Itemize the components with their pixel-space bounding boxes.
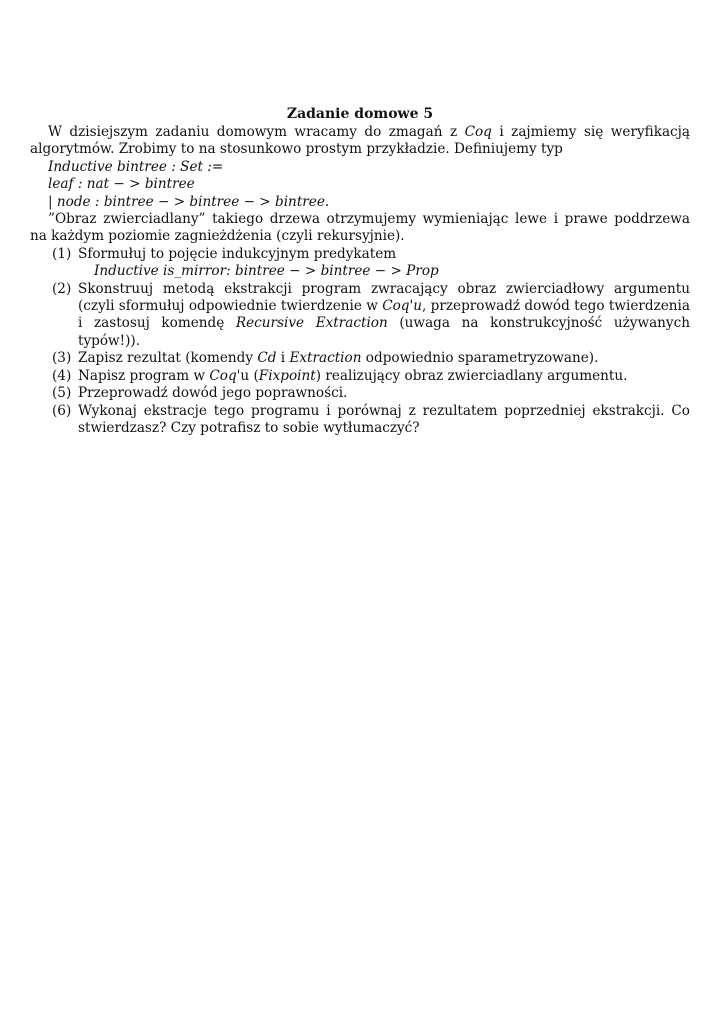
list-item [30, 246, 690, 281]
document-page [30, 104, 690, 437]
list-item [30, 350, 690, 367]
code-bar: | [48, 193, 57, 210]
intro-paragraph [30, 124, 690, 159]
list-item [30, 385, 690, 402]
item-text-c: odpowiednio sparametryzowane). [361, 350, 599, 367]
item-extraction: Extraction [289, 350, 362, 367]
item-coq: Coq [209, 367, 237, 384]
item-text-a: Napisz program w [78, 367, 210, 384]
list-item [30, 281, 690, 351]
item-number: (2) [52, 280, 72, 297]
intro-text-b: i zajmiemy się weryfikacją algorytmów. Zrobimy to na stosunkowo prostym przykładzie. Definiujemy typ [30, 124, 690, 158]
item-text-b: , przeprowadź dowód tego twierdzenia i zastosuj komendę [78, 298, 690, 332]
intro-text-a: W dzisiejszym zadaniu domowym wracamy do zmagań z [48, 124, 465, 140]
item-text-c: (uwaga na konstrukcyjność używanych typów!)). [78, 315, 690, 349]
mirror-paragraph: ”Obraz zwierciadlany” takiego drzewa otrzymujemy wymieniając lewe i prawe poddrzewa na każdym poziomie zagnieżdżenia (czyli rekursyjnie). [30, 211, 690, 245]
code-line-1: Inductive bintree : Set := [48, 158, 224, 175]
intro-coq: Coq [464, 124, 492, 140]
document-title: Zadanie domowe 5 [286, 106, 434, 122]
item-number: (3) [52, 350, 72, 367]
code-line-3 [48, 194, 690, 211]
item-text: Wykonaj ekstracje tego programu i porównaj z rezultatem poprzedniej ekstrakcji. Co stwierdzasz? Czy potrafisz to sobie wytłumaczyć? [78, 402, 690, 436]
item-number: (6) [52, 402, 72, 419]
item-text-a: Zapisz rezultat (komendy [78, 350, 258, 367]
item-cd: Cd [257, 350, 277, 367]
item-text-c: ) realizujący obraz zwierciadlany argumentu. [315, 367, 628, 384]
list-item [30, 403, 690, 438]
item-fixpoint: Fixpoint [258, 367, 316, 384]
list-item [30, 368, 690, 385]
code-line-2: leaf : nat − > bintree [48, 176, 195, 193]
item-code: Inductive is_mirror: bintree − > bintree − > Prop [94, 263, 439, 280]
item-number: (4) [52, 367, 72, 384]
item-number: (1) [52, 245, 72, 262]
item-text-a: Skonstruuj metodą ekstrakcji program zwracający obraz zwierciadłowy argumentu (czyli sformułuj odpowiednie twierdzenie w [78, 280, 690, 315]
task-list [30, 246, 690, 437]
item-recursive-extraction: Recursive Extraction [235, 315, 388, 332]
item-text-b: 'u ( [236, 367, 259, 384]
item-text: Przeprowadź dowód jego poprawności. [78, 385, 348, 402]
item-text: Sformułuj to pojęcie indukcyjnym predykatem [78, 245, 397, 262]
code-line-3-text: node : bintree − > bintree − > bintree. [56, 193, 330, 210]
item-coq: Coq'u [382, 298, 422, 315]
item-text-b: i [276, 350, 290, 367]
item-number: (5) [52, 385, 72, 402]
